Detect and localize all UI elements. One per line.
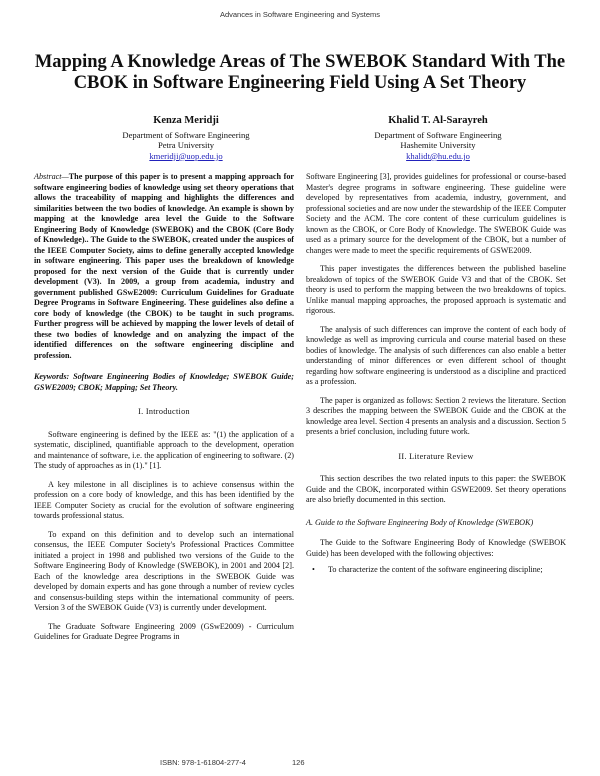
author-dept: Department of Software Engineering [122,129,250,140]
author-affiliation: Petra University [157,140,215,151]
section-heading-introduction: I. Introduction [138,407,190,416]
keywords: Keywords: Software Engineering Bodies of Knowledge; SWEBOK Guide; GSWE2009; CBOK; Mapping; Set Theory. [34,372,294,392]
footer-isbn: ISBN: 978-1-61804-277-4 [160,758,246,767]
subsection-heading: A. Guide to the Software Engineering Body of Knowledge (SWEBOK) [306,517,534,527]
intro-paragraph: The Graduate Software Engineering 2009 (GSwE2009) - Curriculum Guidelines for Graduate Degree Programs in [34,621,294,641]
author-name: Khalid T. Al-Sarayreh [388,115,488,126]
body-paragraph: Software Engineering [3], provides guidelines for professional or course-based Master's degree programs in software engineering. These guideline were developed by representatives from academia, industry, government, and professional societies and are now under the stewardship of the IEEE Computer Society and the ACM. The core content of these curriculum guidelines is known as the CBOK, or Core Body of Knowledge. The SWEBOK Guide was used as a primary source for the development of the CBOK, but a number of changes were made to meet the specific requirements of GSWE2009. [306,172,566,255]
page-number: 126 [292,758,305,767]
left-column [34,172,294,643]
author-name: Kenza Meridji [153,115,219,126]
author-email-link[interactable]: kmeridji@uop.edu.jo [149,150,223,161]
right-column [306,172,566,576]
body-paragraph: The analysis of such differences can improve the content of each body of knowledge as well as improving curricula and course material based on these bodies of knowledge. The analysis of such differences can also enable a better understanding of minor differences or even different school of thought regarding how software engineering is understood as a discipline and practiced as a profession. [306,324,566,386]
author-block-1 [66,116,306,161]
intro-paragraph: To expand on this definition and to develop such an international consensus, the IEEE Computer Society's Professional Practices Committee initiated a project in 1998 and published two versions of the Guide to the Software Engineering Body of Knowledge (SWEBOK), in 2001 and 2004 [2]. Each of the knowledge area descriptions in the SWEBOK Guide was developed by domain experts and has gone through a number of review cycles and consensus-building steps within the international community of peers. Version 3 of the SWEBOK Guide (V3) is currently under development. [34,529,294,612]
author-dept: Department of Software Engineering [374,129,502,140]
abstract [34,172,294,361]
intro-paragraph: Software engineering is defined by the IEEE as: "(1) the application of a systematic, disciplined, quantifiable approach to the development, operation and maintenance of software, i.e. the application of engineering to software. (2) The study of approaches as in (1)." [1]. [34,429,294,470]
body-paragraph: This paper investigates the differences between the published baseline breakdown of topics of the SWEBOK Guide V3 and that of the CBOK. Set theory is used to perform the mapping between the two breakdowns of topics. Unlike manual mapping approaches, the proposed approach is systematic and rigorous. [306,264,566,315]
body-paragraph: This section describes the two related inputs to this paper: the SWEBOK Guide and the CBOK, incorporated within GSWE2009. Set theory operations are also briefly documented in this section. [306,474,566,504]
abstract-lead: Abstract— [34,172,69,181]
bullet-icon: • [312,565,315,574]
running-header: Advances in Software Engineering and Systems [219,10,381,19]
body-paragraph: The Guide to the Software Engineering Body of Knowledge (SWEBOK Guide) has been developed with the following objectives: [306,538,566,558]
author-block-2 [318,116,558,161]
section-heading-literature-review: II. Literature Review [398,451,474,461]
bullet-text: To characterize the content of the software engineering discipline; [328,565,543,574]
bullet-item [306,565,566,576]
intro-paragraph: A key milestone in all disciplines is to achieve consensus within the profession on a core body of knowledge, and this has been identified by the IEEE Computer Society as crucial for the evolution of software engineering towards professional status. [34,479,294,520]
abstract-text: The purpose of this paper is to present a mapping approach for software engineering bodies of knowledge using set theory operations that allows the traceability of mapping and highlights the differences and similarities between the two bodies of knowledge. An example is shown by mapping at the knowledge area level the Guide to the Software Engineering Body of Knowledge (SWEBOK) and the CBOK (Core Body of Knowledge).. The Guide to the SWEBOK, created under the auspices of the IEEE Computer Society, aims to define generally accepted knowledge in software engineering. This paper uses the breakdown of knowledge proposed for the next version of the Guide that is currently under development (V3). In 2009, a group from academia, industry and government published GSwE2009: Curriculum Guidelines for Graduate Degree Programs in Software Engineering. These guidelines also define a core body of knowledge (the CBOK) to be taught in such programs. Further progress will be achieved by mapping the lower levels of detail of these two bodies of knowledge and on analyzing the impact of the identified differences on the software engineering discipline and profession. [34,172,294,360]
author-affiliation: Hashemite University [400,140,476,151]
paper-title: Mapping A Knowledge Areas of The SWEBOK Standard With The CBOK in Software Engineering Field Using A Set Theory [34,52,566,93]
author-email-link[interactable]: khalidt@hu.edu.jo [406,150,470,161]
body-paragraph: The paper is organized as follows: Section 2 reviews the literature. Section 3 describes the mapping between the SWEBOK Guide and the CBOK at the knowledge area level. Section 4 presents an analysis and a discussion. Section 5 presents a brief conclusion, including future work. [306,395,566,436]
